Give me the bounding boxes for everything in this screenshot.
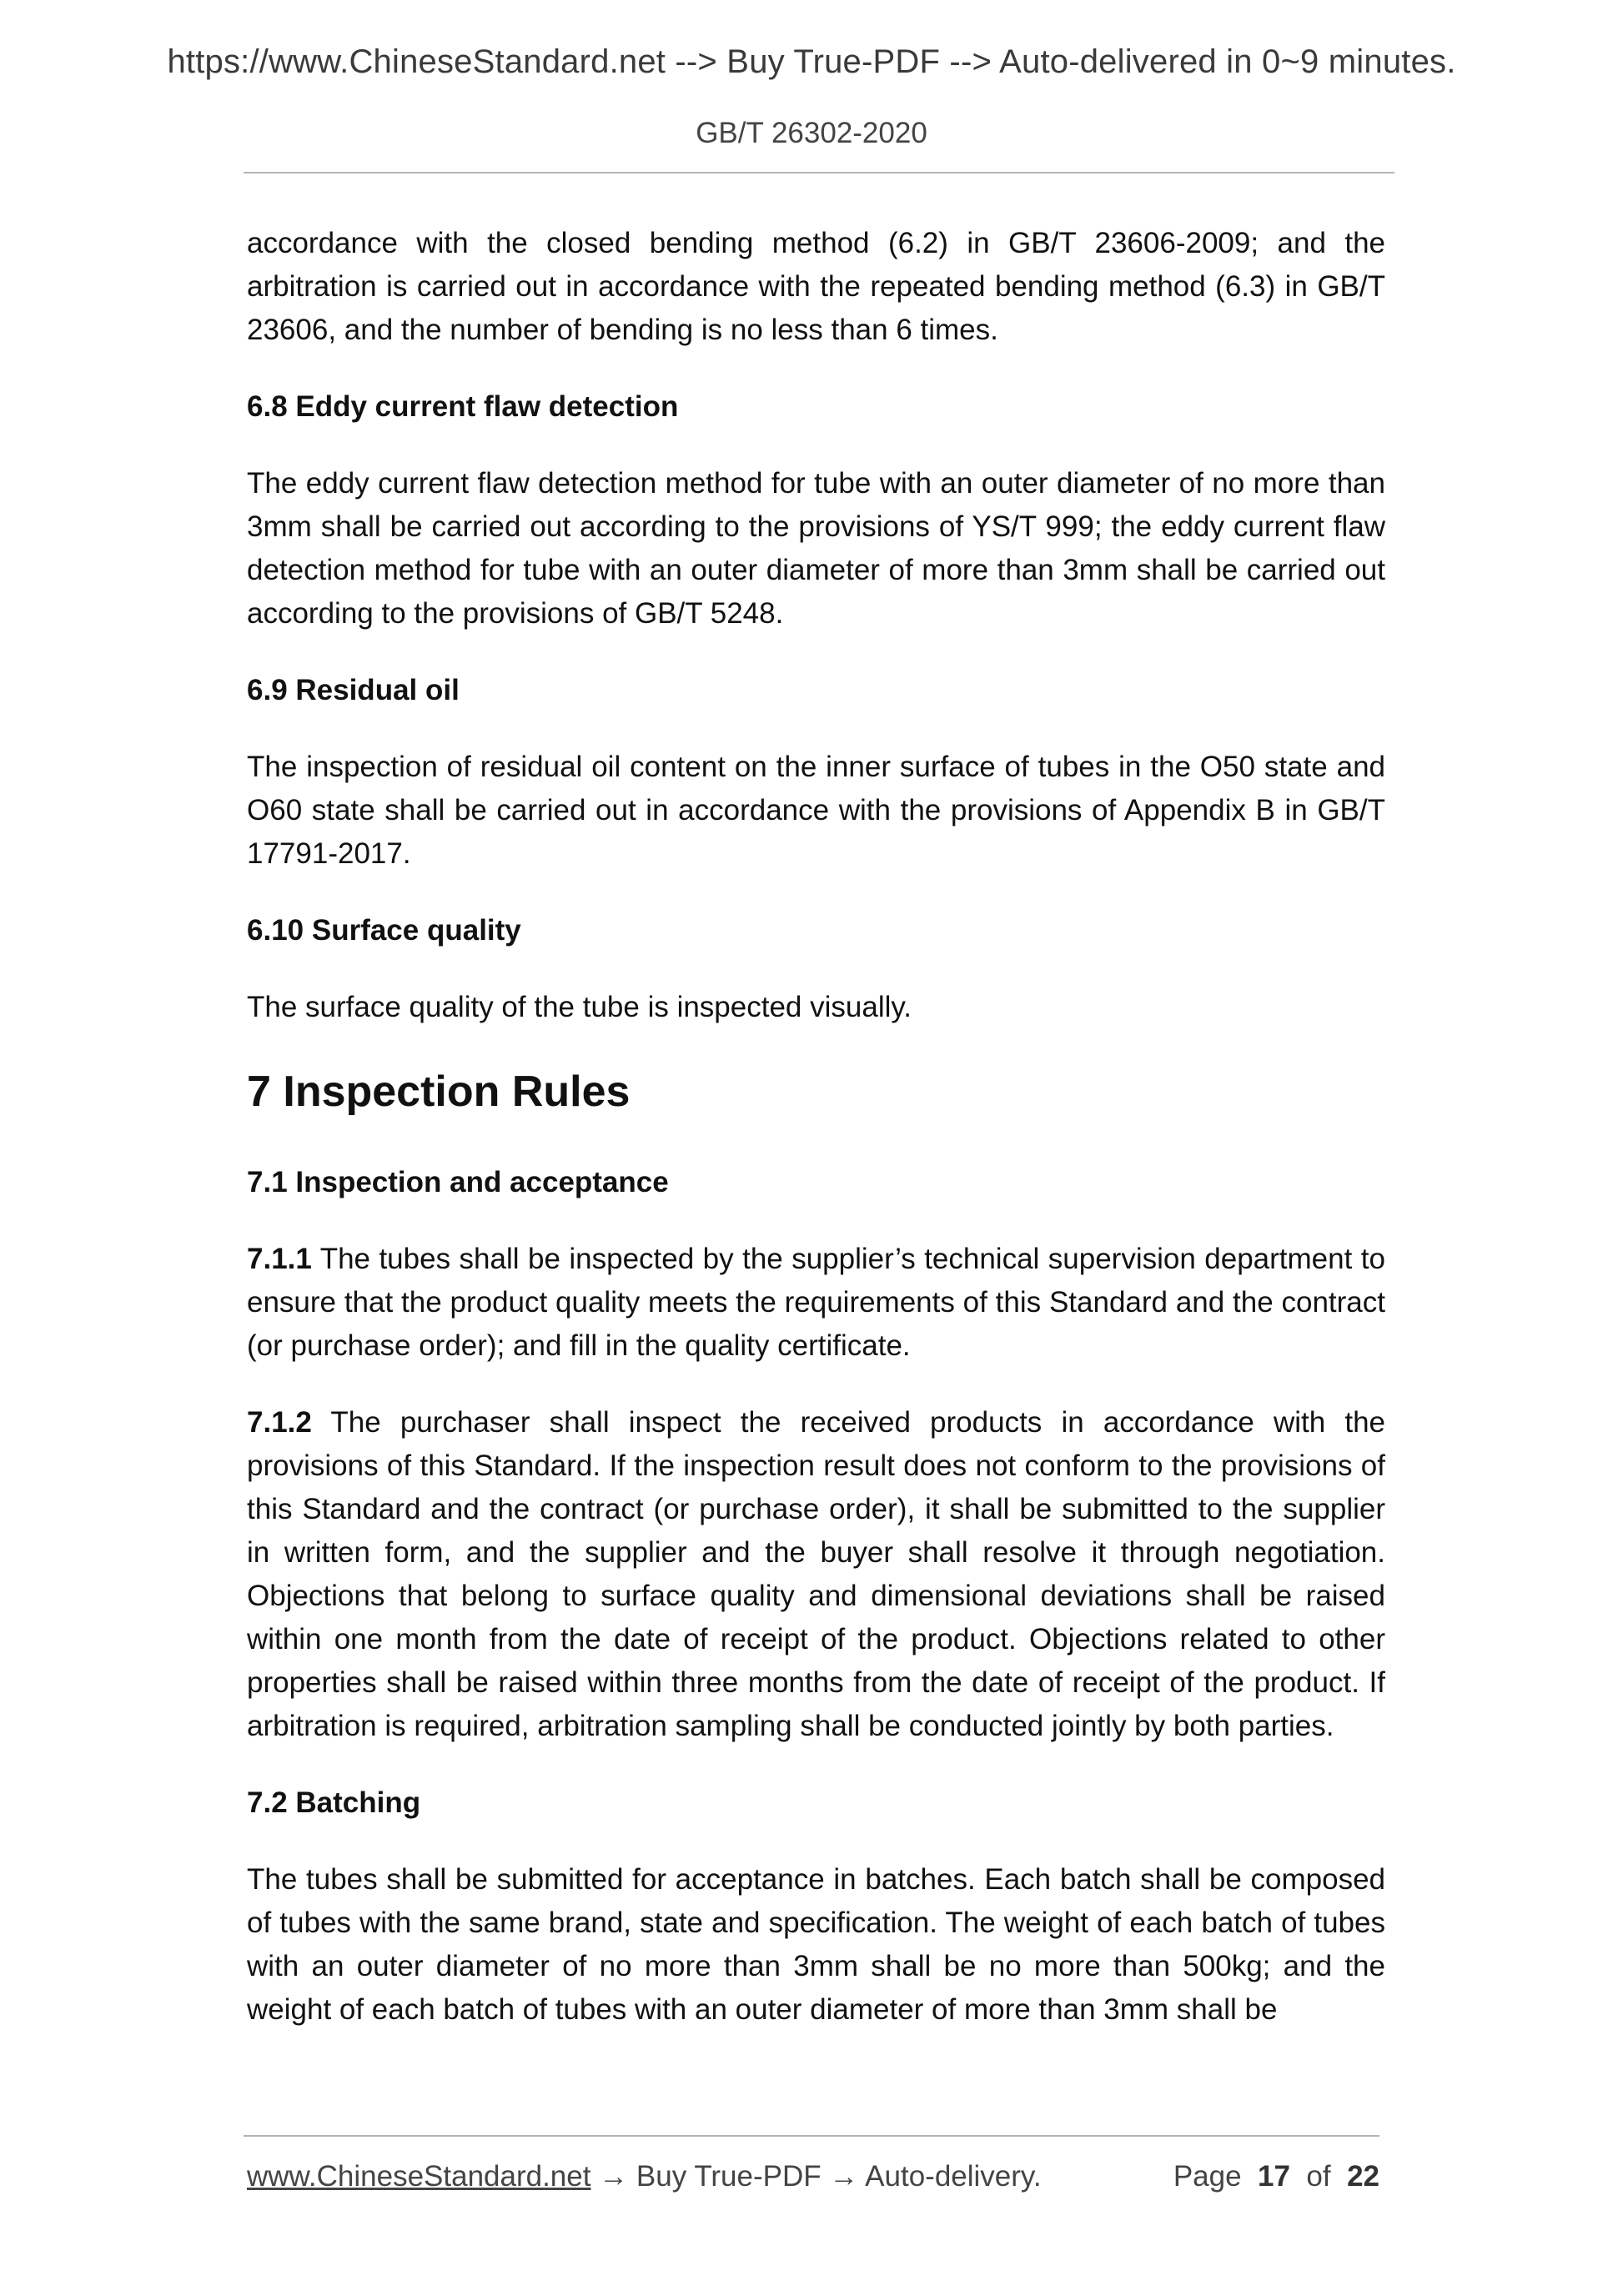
clause-number-7-1-1: 7.1.1 [247,1243,312,1275]
page-of: of [1306,2160,1331,2193]
footer-tagline: → Buy True-PDF → Auto-delivery. [590,2160,1042,2193]
page-label: Page [1173,2160,1242,2193]
clause-text-7-1-2: The purchaser shall inspect the received products in accordance with the provisions of this Standard. If the inspection result does not conform to the provisions of this Standard and the contract (or purchase order), it shall be submitted to the supplier in written form, and the supplier and the buyer shall resolve it through negotiation. Objections that belong to surface quality and dimensional deviations shall be raised within one month from the date of receipt of the product. Objections related to other properties shall be raised within three months from the date of receipt of the product. If arbitration is required, arbitration sampling shall be conducted jointly by both parties. [247,1406,1385,1742]
page-current: 17 [1258,2160,1290,2193]
standard-code: GB/T 26302-2020 [696,117,927,149]
page-content [247,222,1385,2065]
clause-7-1-1 [247,1238,1385,1368]
clause-7-1-2 [247,1401,1385,1748]
section-text-6-8: The eddy current flaw detection method for tube with an outer diameter of no more than 3mm shall be carried out according to the provisions of YS/T 999; the eddy current flaw detection method for tube with an outer diameter of more than 3mm shall be carried out according to the provisions of GB/T 5248. [247,467,1385,630]
section-heading-7-1: 7.1 Inspection and acceptance [247,1166,669,1198]
footer-left [247,2160,1042,2193]
page-total: 22 [1347,2160,1379,2193]
clause-text-7-1-1: The tubes shall be inspected by the supplier’s technical supervision department to ensure that the product quality meets the requirements of this Standard and the contract (or purchase order); and fill in the quality certificate. [247,1243,1385,1362]
section-heading-6-10: 6.10 Surface quality [247,914,521,947]
footer-site-link[interactable]: www.ChineseStandard.net [247,2160,591,2193]
page-number [1173,2160,1379,2193]
section-heading-7-2: 7.2 Batching [247,1786,421,1819]
clause-number-7-1-2: 7.1.2 [247,1406,312,1439]
section-heading-6-9: 6.9 Residual oil [247,674,460,706]
section-text-6-10: The surface quality of the tube is inspected visually. [247,991,912,1023]
continued-paragraph: accordance with the closed bending method (6.2) in GB/T 23606-2009; and the arbitration is carried out in accordance with the repeated bending method (6.3) in GB/T 23606, and the number of bending is no less than 6 times. [247,227,1385,346]
top-banner: https://www.ChineseStandard.net --> Buy True-PDF --> Auto-delivered in 0~9 minutes. [167,43,1456,80]
section-text-7-2: The tubes shall be submitted for acceptance in batches. Each batch shall be composed of tubes with the same brand, state and specification. The weight of each batch of tubes with an outer diameter of no more than 3mm shall be no more than 500kg; and the weight of each batch of tubes with an outer diameter of more than 3mm shall be [247,1863,1385,2026]
header-divider [244,172,1394,173]
footer-divider [244,2135,1379,2137]
page-footer [247,2160,1379,2193]
chapter-title-7: 7 Inspection Rules [247,1068,631,1116]
section-heading-6-8: 6.8 Eddy current flaw detection [247,390,679,423]
section-text-6-9: The inspection of residual oil content on the inner surface of tubes in the O50 state and O60 state shall be carried out in accordance with the provisions of Appendix B in GB/T 17791-2017. [247,751,1385,870]
